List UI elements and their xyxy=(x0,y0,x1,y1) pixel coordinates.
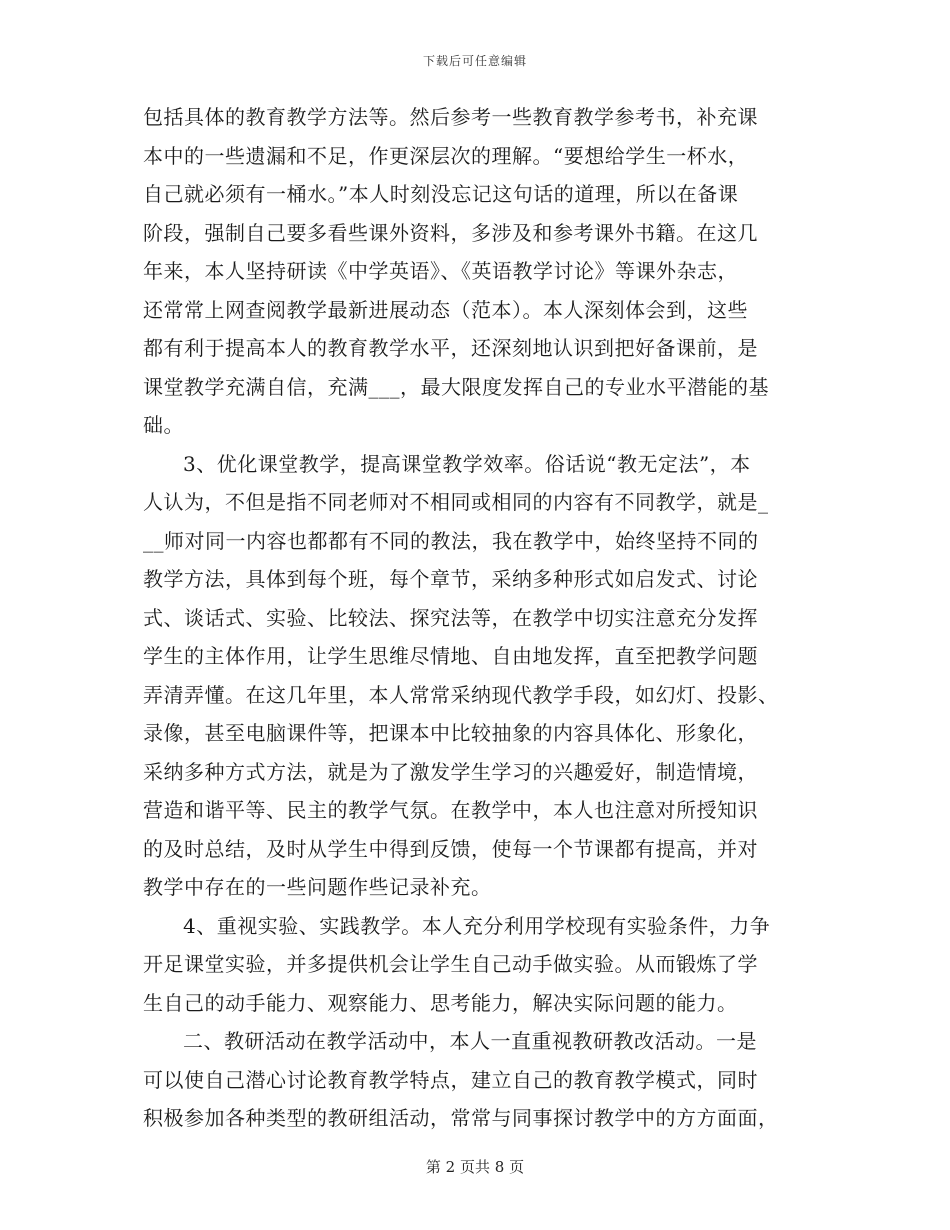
text-line: 录像，甚至电脑课件等，把课本中比较抽象的内容具体化、形象化， xyxy=(143,721,758,745)
text-line: 积极参加各种类型的教研组活动，常常与同事探讨教学中的方方面面， xyxy=(143,1106,779,1130)
page-footer: 第 2 页共 8 页 xyxy=(425,1158,525,1176)
text-line: 都有利于提高本人的教育教学水平，还深刻地认识到把好备课前，是 xyxy=(143,336,758,360)
text-line: 础。 xyxy=(143,413,184,437)
text-line: 采纳多种方式方法，就是为了激发学生学习的兴趣爱好，制造情境， xyxy=(143,759,758,784)
text-line: __师对同一内容也都都有不同的教法，我在教学中，始终坚持不同的 xyxy=(143,528,759,553)
text-line: 包括具体的教育教学方法等。然后参考一些教育教学参考书，补充课 xyxy=(143,105,758,129)
text-line: 教学中存在的一些问题作些记录补充。 xyxy=(143,875,492,899)
text-line: 本中的一些遗漏和不足，作更深层次的理解。“要想给学生一杯水， xyxy=(143,143,749,168)
text-line: 课堂教学充满自信，充满___，最大限度发挥自己的专业水平潜能的基 xyxy=(143,374,769,399)
text-line: 可以使自己潜心讨论教育教学特点，建立自己的教育教学模式，同时 xyxy=(143,1067,758,1092)
text-line: 4、重视实验、实践教学。本人充分利用学校现有实验条件，力争 xyxy=(183,913,771,938)
text-line: 营造和谐平等、民主的教学气氛。在教学中，本人也注意对所授知识 xyxy=(143,798,758,822)
document-body xyxy=(143,98,808,1138)
text-line: 开足课堂实验，并多提供机会让学生自己动手做实验。从而锻炼了学 xyxy=(143,952,758,976)
text-line: 式、谈话式、实验、比较法、探究法等，在教学中切实注意充分发挥 xyxy=(143,605,758,630)
text-line: 生自己的动手能力、观察能力、思考能力，解决实际问题的能力。 xyxy=(143,990,738,1015)
text-line: 二、教研活动在教学活动中，本人一直重视教研教改活动。一是 xyxy=(183,1029,757,1053)
text-line: 的及时总结，及时从学生中得到反馈，使每一个节课都有提高，并对 xyxy=(143,836,758,861)
text-line: 弄清弄懂。在这几年里，本人常常采纳现代教学手段，如幻灯、投影、 xyxy=(143,682,779,707)
text-line: 教学方法，具体到每个班，每个章节，采纳多种形式如启发式、讨论 xyxy=(143,567,758,591)
text-line: 自己就必须有一桶水。”本人时刻没忘记这句话的道理，所以在备课 xyxy=(143,182,739,206)
text-line: 3、优化课堂教学，提高课堂教学效率。俗话说“教无定法”，本 xyxy=(183,451,751,476)
text-line: 学生的主体作用，让学生思维尽情地、自由地发挥，直至把教学问题 xyxy=(143,644,758,668)
text-line: 阶段，强制自己要多看些课外资料，多涉及和参考课外书籍。在这几 xyxy=(143,220,758,245)
text-line: 年来，本人坚持研读《中学英语》、《英语教学讨论》等课外杂志， xyxy=(143,259,738,283)
text-line: 还常常上网查阅教学最新进展动态（范本）。本人深刻体会到，这些 xyxy=(143,297,748,322)
text-line: 人认为，不但是指不同老师对不相同或相同的内容有不同教学，就是_ xyxy=(143,490,769,514)
page-header: 下载后可任意编辑 xyxy=(422,54,527,68)
